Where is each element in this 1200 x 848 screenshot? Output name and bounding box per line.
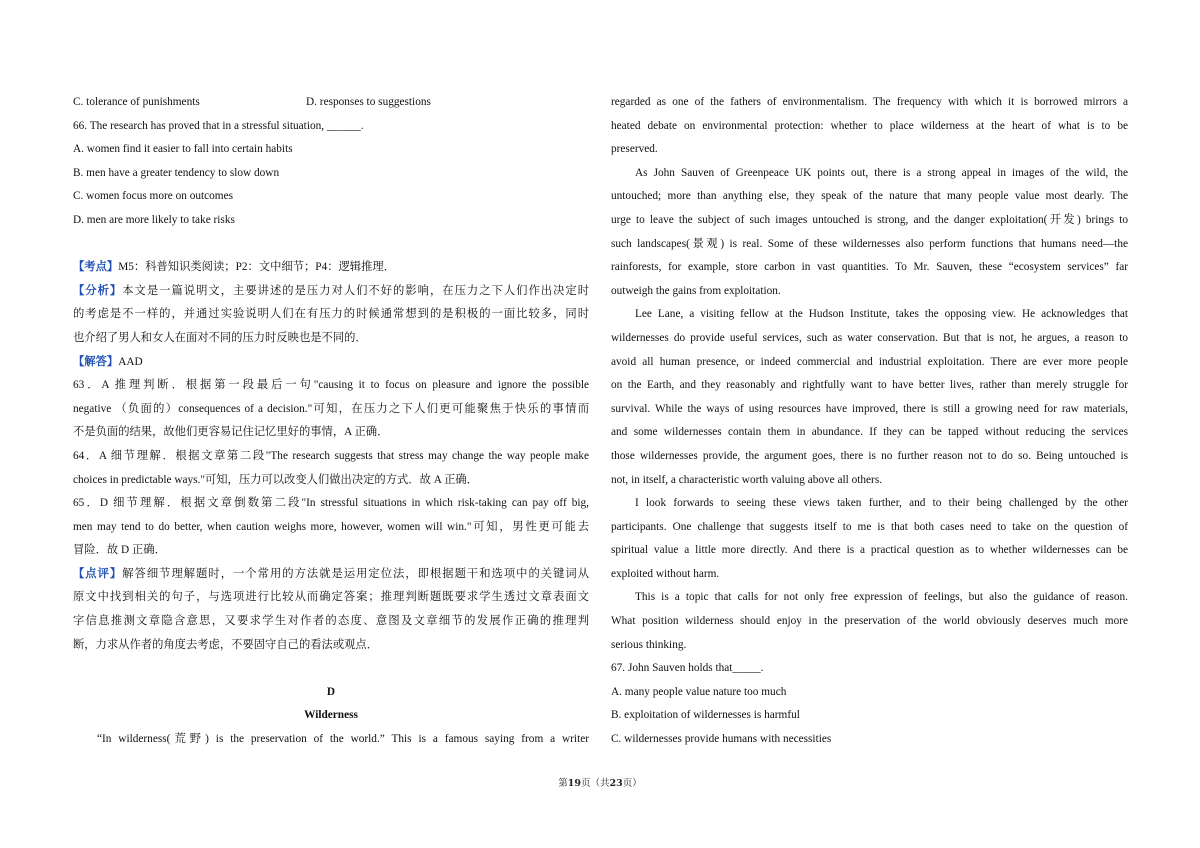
para4-line-1: I look forwards to seeing these views taken further, and to their being challenged by the other (635, 497, 1128, 510)
ans65-line-1: 65．D 细节理解．根据文章倒数第二段"In stressful situations in which risk-taking can pay off big, (73, 497, 589, 510)
spacer (73, 657, 589, 681)
para2-line-1: As John Sauven of Greenpeace UK points out, there is a strong appeal in images of the wild, the (635, 166, 1128, 179)
jieda-line (73, 351, 589, 375)
footer-suffix: 页） (622, 778, 642, 789)
para5-line-2: What position wilderness should enjoy in the preservation of the world obviously deserves much more (611, 615, 1128, 628)
para3-line-1: Lee Lane, a visiting fellow at the Hudson Institute, takes the opposing view. He acknowledges that (635, 308, 1128, 321)
section-title: Wilderness (304, 709, 358, 722)
jieda-text: AAD (118, 355, 143, 368)
dianping-line-4: 断，力求从作者的角度去考虑，不要固守自己的看法或观点． (73, 638, 379, 651)
para5-line-1: This is a topic that calls for not only free expression of feelings, but also the guidance of reason. (635, 591, 1128, 604)
footer-middle: 页（共 (580, 778, 610, 789)
ans65-line-2: men may tend to do better, when caution weighs more, however, women will win."可知，男性更可能去 (73, 520, 589, 533)
q66-option-a: A. women find it easier to fall into certain habits (73, 143, 293, 156)
ans63-line-3: 不是负面的结果，故他们更容易记住记忆里好的事情，A 正确． (73, 426, 389, 439)
para3-line-6: and some wildernesses contain them in abundance. If they can be tapped without reducing the services (611, 426, 1128, 439)
dianping-line-3: 字信息推测文章隐含意思，又要求学生对作者的态度、意图及文章细节的发展作正确的推理判 (73, 615, 589, 628)
para4-line-3: spiritual value a little more directly. And there is a practical question as to whether wildernesses can be (611, 544, 1128, 557)
para3-line-5: survival. While the ways of using resources have improved, there is still a growing need for raw materials, (611, 402, 1128, 415)
para1-line-3: preserved. (611, 143, 658, 156)
q67-option-c: C. wildernesses provide humans with necessities (611, 733, 832, 746)
ans64-line-2: choices in predictable ways."可知，压力可以改变人们做出决定的方式．故 A 正确． (73, 473, 478, 486)
para3-line-3: avoid all human presence, or indeed commercial and industrial exploitation. There are ever more people (611, 355, 1128, 368)
q66-option-b: B. men have a greater tendency to slow down (73, 166, 280, 179)
q66-option-d: D. men are more likely to take risks (73, 213, 235, 226)
fenxi-tag: 【分析】 (73, 284, 123, 297)
q66-option-c: C. women focus more on outcomes (73, 190, 234, 203)
q67-option-a: A. many people value nature too much (611, 685, 787, 698)
wilderness-first-line: “In wilderness(荒野) is the preservation of the world.” This is a famous saying from a writer (97, 733, 589, 746)
q67-option-b: B. exploitation of wildernesses is harmful (611, 709, 800, 722)
ans64-line-1: 64．A 细节理解．根据文章第二段"The research suggests that stress may change the way people make (73, 449, 589, 462)
q67-stem: 67. John Sauven holds that_____. (611, 662, 764, 675)
para3-line-7: those wildernesses provide, the argument goes, there is no further reason not to do so. Being untouched is (611, 449, 1128, 462)
para2-line-2: untouched; more than anything else, they speak of the nature that many people value most dearly. The (611, 190, 1128, 203)
q65-option-c: C. tolerance of punishments (73, 96, 200, 108)
ans65-line-3: 冒险．故 D 正确． (73, 544, 166, 557)
para5-line-3: serious thinking. (611, 638, 687, 651)
right-column (611, 91, 1128, 752)
kaodian-text: M5：科普知识类阅读；P2：文中细节；P4：逻辑推理． (118, 261, 395, 274)
para2-line-3: urge to leave the subject of such images untouched is strong, and the danger exploitation(开发) brings to (611, 213, 1128, 226)
fenxi-line-1 (73, 280, 589, 304)
para2-line-5: rainforests, for example, store carbon in vast quantities. To Mr. Sauven, these “ecosystem services” far (611, 261, 1128, 274)
jieda-tag: 【解答】 (73, 355, 119, 368)
para4-line-4: exploited without harm. (611, 567, 720, 580)
q66-stem: 66. The research has proved that in a stressful situation, ______. (73, 119, 364, 132)
ans63-line-2: negative （负面的）consequences of a decision."可知，在压力之下人们更可能聚焦于快乐的事情而 (73, 402, 589, 415)
spacer (73, 233, 589, 257)
footer-total-pages: 23 (609, 778, 623, 789)
para2-line-6: outweigh the gains from exploitation. (611, 284, 781, 297)
para1-line-1: regarded as one of the fathers of environmentalism. The frequency with which it is borrowed mirrors a (611, 96, 1128, 108)
kaodian-tag: 【考点】 (73, 261, 119, 274)
dianping-line-1 (73, 563, 589, 587)
para2-line-4: such landscapes(景观) is real. Some of these wildernesses also perform functions that humans need—the (611, 237, 1128, 250)
ans63-line-1: 63．A 推理判断．根据第一段最后一句"causing it to focus on pleasure and ignore the possible (73, 379, 589, 392)
footer-page-number: 19 (567, 778, 581, 789)
fenxi-line-2: 的考虑是不一样的，并通过实验说明人们在有压力的时候通常想到的是积极的一面比较多，同时 (73, 308, 589, 321)
page-footer (0, 775, 1200, 789)
para3-line-4: on the Earth, and they reasonably and rightfully want to have better lives, rather than merely struggle for (611, 379, 1128, 392)
para3-line-8: not, in itself, a characteristic worth valuing above all others. (611, 473, 883, 486)
q65-option-d: D. responses to suggestions (306, 96, 431, 108)
para3-line-2: wildernesses do provide useful services, such as water conservation. But that is not, he argues, a reason to (611, 331, 1128, 344)
para1-line-2: heated debate on environmental protection: whether to place wilderness at the heart of what is to be (611, 119, 1128, 132)
dianping-line-2: 原文中找到相关的句子，与选项进行比较从而确定答案；推理判断题既要求学生透过文章表面文 (73, 591, 589, 604)
footer-prefix: 第 (558, 778, 568, 789)
fenxi-text-1: 本文是一篇说明文，主要讲述的是压力对人们不好的影响，在压力之下人们作出决定时 (122, 284, 589, 297)
left-column (73, 91, 589, 752)
dianping-tag: 【点评】 (73, 567, 123, 580)
section-letter: D (326, 685, 336, 698)
kaodian-line (73, 256, 589, 280)
dianping-text-1: 解答细节理解题时，一个常用的方法就是运用定位法，即根据题干和选项中的关键词从 (122, 567, 589, 580)
fenxi-line-3: 也介绍了男人和女人在面对不同的压力时反映也是不同的． (73, 331, 367, 344)
para4-line-2: participants. One challenge that suggests itself to me is that both cases need to take on the question of (611, 520, 1128, 533)
q65-options-cd (73, 91, 589, 115)
